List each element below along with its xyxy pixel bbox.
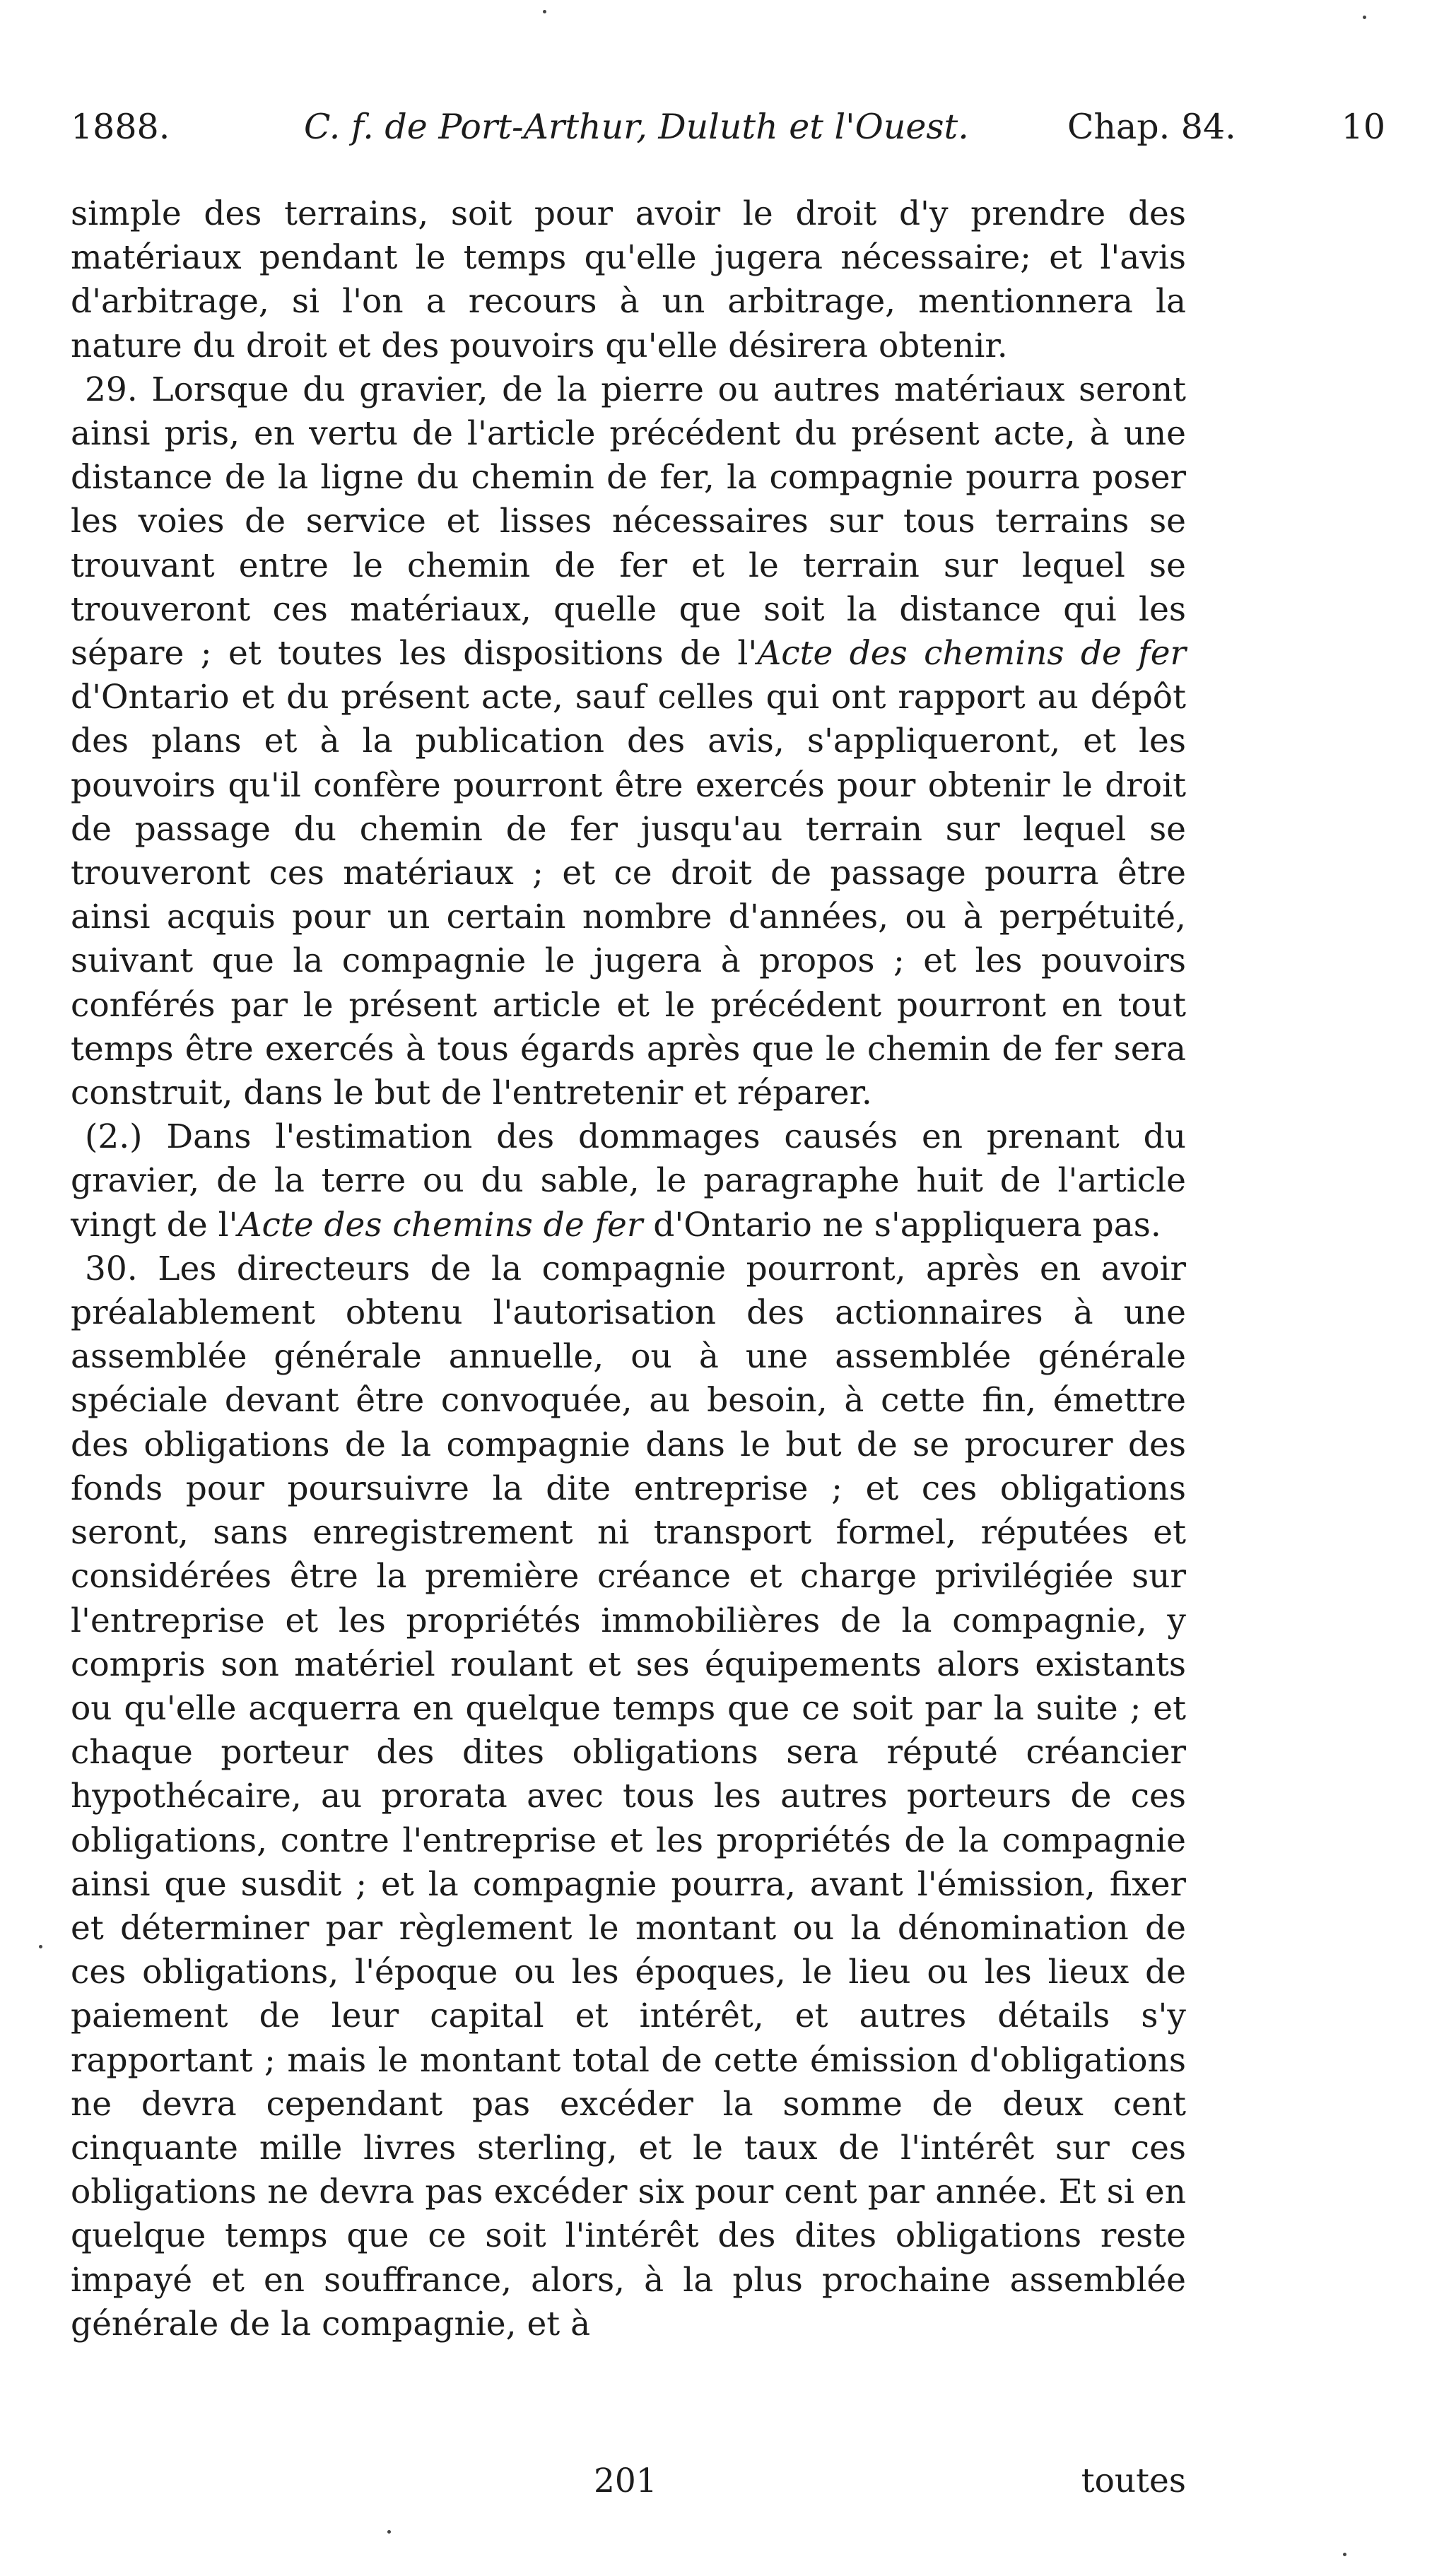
- catchword: toutes: [1081, 2462, 1186, 2500]
- subsection-29-2-number: (2.): [85, 1117, 143, 1157]
- subsection-29-2-text-end: d'Ontario ne s'appliquera pas.: [642, 1205, 1161, 1245]
- header-title: C. f. de Port-Arthur, Duluth et l'Ouest.: [304, 107, 969, 147]
- header-chapter: Chap. 84.: [1067, 107, 1236, 147]
- paragraph-continuation-text: simple des terrains, soit pour avoir le droit d'y prendre des matériaux pendant le temps qu'elle jugera nécessaire; et l'avis d'arbitrage, si l'on a recours à un arbitrage, mentionnera la nature du droit et des pouvoirs qu'elle désirera obtenir.: [71, 194, 1186, 365]
- section-29-text-start: Lorsque du gravier, de la pierre ou autres matériaux seront ainsi pris, en vertu de l'article précédent du présent acte, à une distance de la ligne du chemin de fer, la compagnie pourra poser les voies de service et lisses nécessaires sur tous terrains se trouvant entre le chemin de fer et le terrain sur lequel se trouveront ces matériaux, quelle que soit la distance qui les sépare ; et toutes les dispositions de l': [71, 370, 1186, 674]
- section-30-number: 30.: [85, 1249, 138, 1288]
- section-30-text: Les directeurs de la compagnie pourront, après en avoir préalablement obtenu l'autorisation des actionnaires à une assemblée générale annuelle, ou à une assemblée générale spéciale devant être convoquée, au besoin, à cette fin, émettre des obligations de la compagnie dans le but de se procurer des fonds pour poursuivre la dite entreprise ; et ces obligations seront, sans enregistrement ni transport formel, réputées et considérées être la première créance et charge privilégiée sur l'entreprise et les propriétés immobilières de la compagnie, y compris son matériel roulant et ses équipements alors existants ou qu'elle acquerra en quelque temps que ce soit par la suite ; et chaque porteur des dites obligations sera réputé créancier hypothécaire, au prorata avec tous les autres porteurs de ces obligations, contre l'entreprise et les propriétés de la compagnie ainsi que susdit ; et la compagnie pourra, avant l'émission, fixer et déterminer par règlement le montant ou la dénomination de ces obligations, l'époque ou les époques, le lieu ou les lieux de paiement de leur capital et intérêt, et autres détails s'y rapportant ; mais le montant total de cette émission d'obligations ne devra cependant pas excéder la somme de deux cent cinquante mille livres sterling, et le taux de l'intérêt sur ces obligations ne devra pas excéder six pour cent par année. Et si en quelque temps que ce soit l'intérêt des dites obligations reste impayé et en souffrance, alors, à la plus prochaine assemblée générale de la compagnie, et à: [71, 1249, 1186, 2343]
- paragraph-continuation: [71, 192, 1186, 368]
- signature-mark: 201: [594, 2462, 657, 2500]
- body-text: [71, 192, 1186, 2346]
- subsection-29-2-text-start: Dans l'estimation des dommages causés en prenant du gravier, de la terre ou du sable, le paragraphe huit de l'article vingt de l': [71, 1117, 1186, 1245]
- paper-speck: [543, 10, 546, 13]
- running-header: [71, 99, 1385, 155]
- paper-speck: [1343, 2553, 1346, 2556]
- header-year: 1888.: [71, 107, 170, 147]
- page-number: 10: [1341, 107, 1385, 147]
- subsection-29-2: [71, 1115, 1186, 1247]
- section-30: [71, 1247, 1186, 2346]
- paper-speck: [1363, 16, 1366, 19]
- section-29-act-title: Acte des chemins de fer: [757, 634, 1186, 674]
- paper-speck: [39, 1945, 42, 1948]
- subsection-29-2-act-title: Acte des chemins de fer: [237, 1205, 643, 1245]
- section-29: [71, 368, 1186, 1115]
- section-29-number: 29.: [85, 370, 138, 409]
- section-29-text-end: d'Ontario et du présent acte, sauf celles qui ont rapport au dépôt des plans et à la publication des avis, s'appliqueront, et les pouvoirs qu'il confère pourront être exercés pour obtenir le droit de passage du chemin de fer jusqu'au terrain sur lequel se trouveront ces matériaux ; et ce droit de passage pourra être ainsi acquis pour un certain nombre d'années, ou à perpétuité, suivant que la compagnie le jugera à propos ; et les pouvoirs conférés par le présent article et le précédent pourront en tout temps être exercés à tous égards après que le chemin de fer sera construit, dans le but de l'entretenir et réparer.: [71, 678, 1186, 1113]
- page-footer: [71, 2457, 1186, 2506]
- paper-speck: [387, 2530, 391, 2534]
